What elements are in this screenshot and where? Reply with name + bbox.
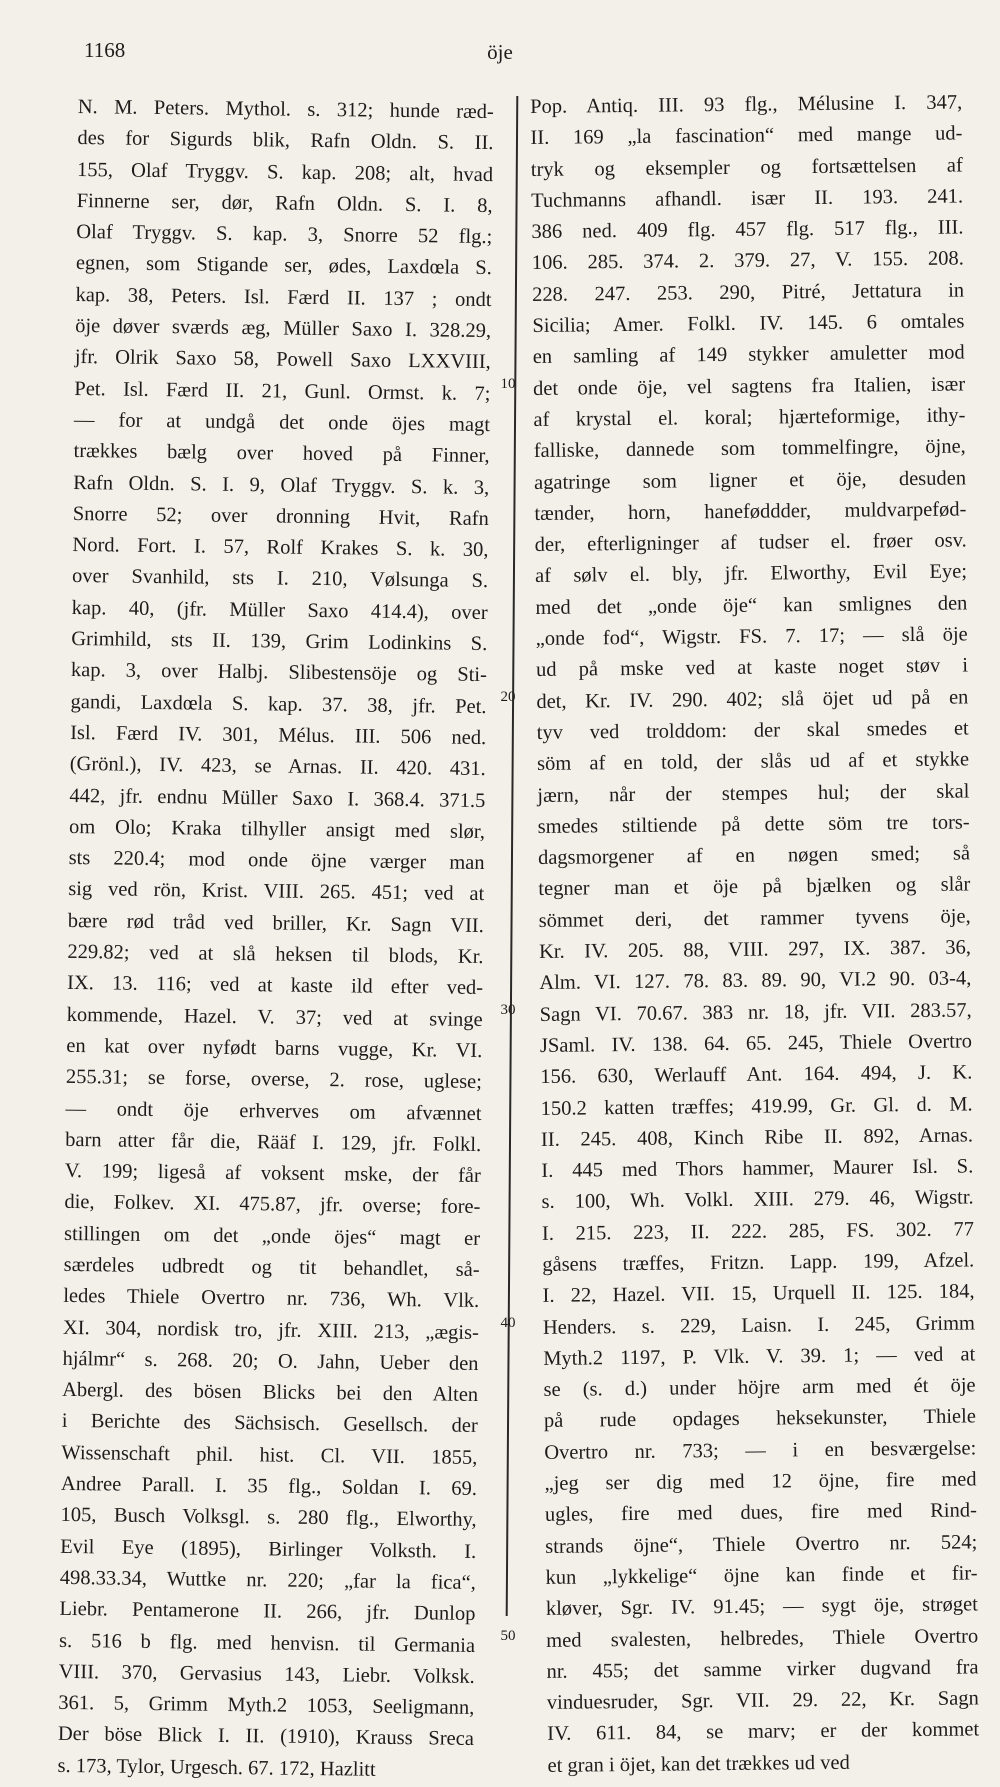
text-line: tryk og eksempler og fortsættelsen af — [530, 154, 963, 181]
text-line: over Svanhild, sts I. 210, Vølsunga S. — [71, 565, 489, 593]
text-line: gandi, Laxdœla S. kap. 37. 38, jfr. Pet. — [70, 690, 487, 718]
text-line: særdeles udbredt og tit behandlet, så- — [63, 1253, 480, 1281]
line-number: 20 — [500, 688, 516, 705]
text-line: sömmet deri, det rammer tyvens öje, — [538, 905, 971, 932]
text-line: 106. 285. 374. 2. 379. 27, V. 155. 208. — [531, 247, 964, 275]
text-line: kap. 40, (jfr. Müller Saxo 414.4), over — [71, 596, 488, 624]
text-line: sts 220.4; mod onde öjne værger man — [68, 847, 485, 875]
text-line: 105, Busch Volksgl. s. 280 flg., Elworthy, — [60, 1504, 477, 1532]
text-line: Rafn Oldn. S. I. 9, Olaf Tryggv. S. k. 3, — [73, 471, 490, 499]
text-line: Andree Parall. I. 35 flg., Soldan I. 69. — [60, 1472, 478, 1501]
page-number: 1168 — [84, 38, 126, 62]
text-line: en samling af 149 stykker amuletter mod — [532, 341, 965, 369]
text-line: ud på mske ved at kaste noget støv i — [535, 654, 969, 682]
text-line: 228. 247. 253. 290, Pitré, Jettatura in — [532, 279, 965, 306]
text-line: kap. 3, over Halbj. Slibestensöje og Sti- — [70, 659, 488, 687]
text-line: Olaf Tryggv. S. kap. 3, Snorre 52 flg.; — [76, 221, 493, 249]
text-line: 386 ned. 409 flg. 457 flg. 517 flg., III. — [531, 216, 964, 244]
text-line: 155, Olaf Tryggv. S. kap. 208; alt, hvad — [76, 158, 494, 186]
text-line: Alm. VI. 127. 78. 83. 89. 90, VI.2 90. 03-4, — [539, 967, 972, 995]
text-line: XI. 304, nordisk tro, jfr. XIII. 213, „ægis- — [62, 1316, 480, 1344]
text-line: 442, jfr. endnu Müller Saxo I. 368.4. 371.5 — [69, 784, 486, 812]
text-line: Finnerne ser, dør, Rafn Oldn. S. I. 8, — [76, 189, 493, 217]
text-line: egnen, som Stigande ser, ødes, Laxdœla S. — [75, 252, 493, 280]
text-line: Henders. s. 229, Laisn. I. 245, Grimm — [542, 1311, 976, 1339]
text-line: Isl. Færd IV. 301, Mélus. III. 506 ned. — [70, 721, 487, 749]
text-line: kommende, Hazel. V. 37; ved at svinge — [66, 1003, 483, 1031]
left-column — [57, 92, 494, 1787]
text-line: II. 245. 408, Kinch Ribe II. 892, Arnas. — [540, 1124, 974, 1151]
text-line: „jeg ser dig med 12 öjne, fire med — [544, 1468, 977, 1495]
text-line: bære rød tråd ved briller, Kr. Sagn VII. — [67, 909, 484, 937]
line-number: 50 — [500, 1627, 516, 1644]
text-line: det, Kr. IV. 290. 402; slå öjet ud på en — [536, 686, 969, 713]
text-line: 156. 630, Werlauff Ant. 164. 494, J. K. — [540, 1061, 973, 1089]
text-line: N. M. Peters. Mythol. s. 312; hunde ræd- — [77, 95, 494, 124]
text-line: JSaml. IV. 138. 64. 65. 245, Thiele Overtro — [539, 1030, 973, 1057]
text-line: nr. 455; det samme virker dugvand fra — [546, 1656, 979, 1683]
right-column — [530, 87, 980, 1781]
text-line: die, Folkev. XI. 475.87, jfr. overse; fore- — [64, 1191, 481, 1219]
text-line: V. 199; ligeså af voksent mske, der får — [64, 1160, 481, 1188]
text-line: II. 169 „la fascination“ med mange ud- — [530, 122, 963, 150]
text-line: et gran i öjet, kan det trækkes ud ved — [547, 1751, 850, 1777]
text-line: jfr. Olrik Saxo 58, Powell Saxo LXXVIII, — [74, 346, 491, 374]
text-line: — ondt öje erhverves om afvænnet — [65, 1097, 482, 1125]
text-line: tyv ved trolddom: der skal smedes et — [536, 717, 969, 744]
text-line: „onde fod“, Wigstr. FS. 7. 17; — slå öje — [535, 623, 968, 651]
text-line: en kat over nyfødt barns vugge, Kr. VI. — [66, 1034, 483, 1062]
text-line: 150.2 katten træffes; 419.99, Gr. Gl. d. M. — [540, 1092, 973, 1120]
text-line: agatringe som ligner et öje, desuden — [533, 467, 967, 494]
text-line: se (s. d.) under höjre arm med ét öje — [543, 1374, 976, 1402]
text-line: IX. 13. 116; ved at kaste ild efter ved- — [66, 972, 484, 1000]
text-line: Grimhild, sts II. 139, Grim Lodinkins S. — [71, 628, 488, 656]
text-line: i Berichte des Sächsisch. Gesellsch. der — [61, 1410, 478, 1438]
text-line: Pop. Antiq. III. 93 flg., Mélusine I. 347, — [530, 91, 963, 118]
text-line: kløver, Sgr. IV. 91.45; — sygt öje, strøget — [545, 1593, 978, 1621]
text-line: Pet. Isl. Færd II. 21, Gunl. Ormst. k. 7; — [74, 377, 491, 405]
text-line: Evil Eye (1895), Birlinger Volksth. I. — [60, 1535, 477, 1563]
text-line: sig ved rön, Krist. VIII. 265. 451; ved at — [68, 878, 485, 906]
line-number: 30 — [500, 1001, 516, 1018]
text-line: ledes Thiele Overtro nr. 736, Wh. Vlk. — [63, 1285, 480, 1313]
text-line: I. 445 med Thors hammer, Maurer Isl. S. — [541, 1155, 974, 1183]
text-line: — for at undgå det onde öjes magt — [73, 408, 491, 437]
line-number-margin — [490, 92, 530, 1644]
text-line: 229.82; ved at slå heksen til blods, Kr. — [67, 940, 484, 969]
text-line: Nord. Fort. I. 57, Rolf Krakes S. k. 30, — [72, 534, 489, 562]
text-line: Myth.2 1197, P. Vlk. V. 39. 1; — ved at — [543, 1343, 976, 1370]
text-line: Liebr. Pentamerone II. 266, jfr. Dunlop — [59, 1598, 476, 1626]
text-line: af sølv el. bly, jfr. Elworthy, Evil Eye; — [534, 560, 968, 588]
text-line: tegner man et öje på bjælken og slår — [538, 873, 971, 901]
text-line: gåsens træffes, Fritzn. Lapp. 199, Afzel. — [542, 1249, 975, 1276]
text-line: med svalesten, helbredes, Thiele Overtro — [546, 1624, 979, 1652]
text-line: 361. 5, Grimm Myth.2 1053, Seeligmann, — [58, 1692, 475, 1720]
text-line: barn atter får die, Rääf I. 129, jfr. Folkl. — [65, 1128, 482, 1156]
text-line: falliske, dannede som tommelfingre, öjne, — [533, 435, 966, 463]
text-line: Tuchmanns afhandl. især II. 193. 241. — [531, 185, 964, 212]
running-head: öje — [487, 40, 513, 64]
text-line: Snorre 52; over dronning Hvit, Rafn — [72, 502, 489, 530]
text-line: det onde öje, vel sagtens fra Italien, især — [532, 373, 966, 400]
text-line: Der böse Blick I. II. (1910), Krauss Sreca — [57, 1723, 475, 1751]
text-line: Overtro nr. 733; — i en besværgelse: — [544, 1437, 977, 1464]
text-line: med det „onde öje“ kan smlignes den — [535, 592, 968, 619]
text-line: Kr. IV. 205. 88, VIII. 297, IX. 387. 36, — [538, 936, 972, 963]
text-line: tænder, horn, haneføddder, muldvarpefød- — [534, 498, 967, 525]
text-line: på rude opdages heksekunster, Thiele — [543, 1405, 977, 1433]
text-line: dagsmorgener af en nøgen smed; så — [537, 842, 971, 870]
text-line: kap. 38, Peters. Isl. Færd II. 137 ; ondt — [75, 283, 492, 311]
text-line: stillingen om det „onde öjes“ magt er — [63, 1222, 481, 1250]
text-line: öje døver sværds æg, Müller Saxo I. 328.29, — [75, 315, 492, 343]
line-number: 40 — [500, 1314, 516, 1331]
text-line: der, efterligninger af tudser el. frøer osv. — [534, 529, 967, 557]
text-line: jærn, når der stempes hul; der skal — [537, 779, 970, 807]
text-line: trækkes bælg over hoved på Finner, — [73, 440, 490, 468]
text-line: 255.31; se forse, overse, 2. rose, uglese; — [65, 1066, 483, 1094]
text-line: vinduesruder, Sgr. VII. 29. 22, Kr. Sagn — [546, 1687, 979, 1715]
text-line: hjálmr“ s. 268. 20; O. Jahn, Ueber den — [62, 1347, 479, 1375]
text-line: des for Sigurds blik, Rafn Oldn. S. II. — [77, 127, 494, 155]
text-line: Abergl. des bösen Blicks bei den Alten — [62, 1379, 479, 1407]
line-number: 10 — [500, 375, 516, 392]
text-line: ugles, fire med dues, fire med Rind- — [544, 1499, 977, 1527]
text-line: VIII. 370, Gervasius 143, Liebr. Volksk. — [58, 1660, 475, 1688]
text-line: s. 516 b flg. med henvisn. til Germania — [58, 1629, 476, 1657]
text-line: kun „lykkelige“ öjne kan finde et fir- — [545, 1562, 978, 1589]
text-line: IV. 611. 84, se marv; er der kommet — [547, 1718, 980, 1746]
text-line: s. 100, Wh. Volkl. XIII. 279. 46, Wigstr. — [541, 1186, 974, 1214]
text-line: strands öjne“, Thiele Overtro nr. 524; — [545, 1531, 978, 1558]
text-line: af krystal el. koral; hjærteformige, ithy- — [533, 404, 966, 431]
text-line: Wissenschaft phil. hist. Cl. VII. 1855, — [61, 1441, 478, 1469]
text-line: söm af en told, der slås ud af et stykke — [536, 748, 970, 776]
text-line: I. 215. 223, II. 222. 285, FS. 302. 77 — [541, 1218, 975, 1245]
text-line: 498.33.34, Wuttke nr. 220; „far la fica“, — [59, 1566, 476, 1594]
text-line: Sagn VI. 70.67. 383 nr. 18, jfr. VII. 283.57, — [539, 999, 972, 1026]
text-line: s. 173, Tylor, Urgesch. 67. 172, Hazlitt — [57, 1754, 376, 1781]
text-line: I. 22, Hazel. VII. 15, Urquell II. 125. 184, — [542, 1280, 975, 1308]
text-line: smedes stiltiende på dette söm tre tors- — [537, 811, 970, 838]
text-line: (Grönl.), IV. 423, se Arnas. II. 420. 431. — [69, 753, 486, 781]
text-line: Sicilia; Amer. Folkl. IV. 145. 6 omtales — [532, 310, 965, 338]
text-line: om Olo; Kraka tilhyller ansigt med slør, — [68, 815, 486, 843]
